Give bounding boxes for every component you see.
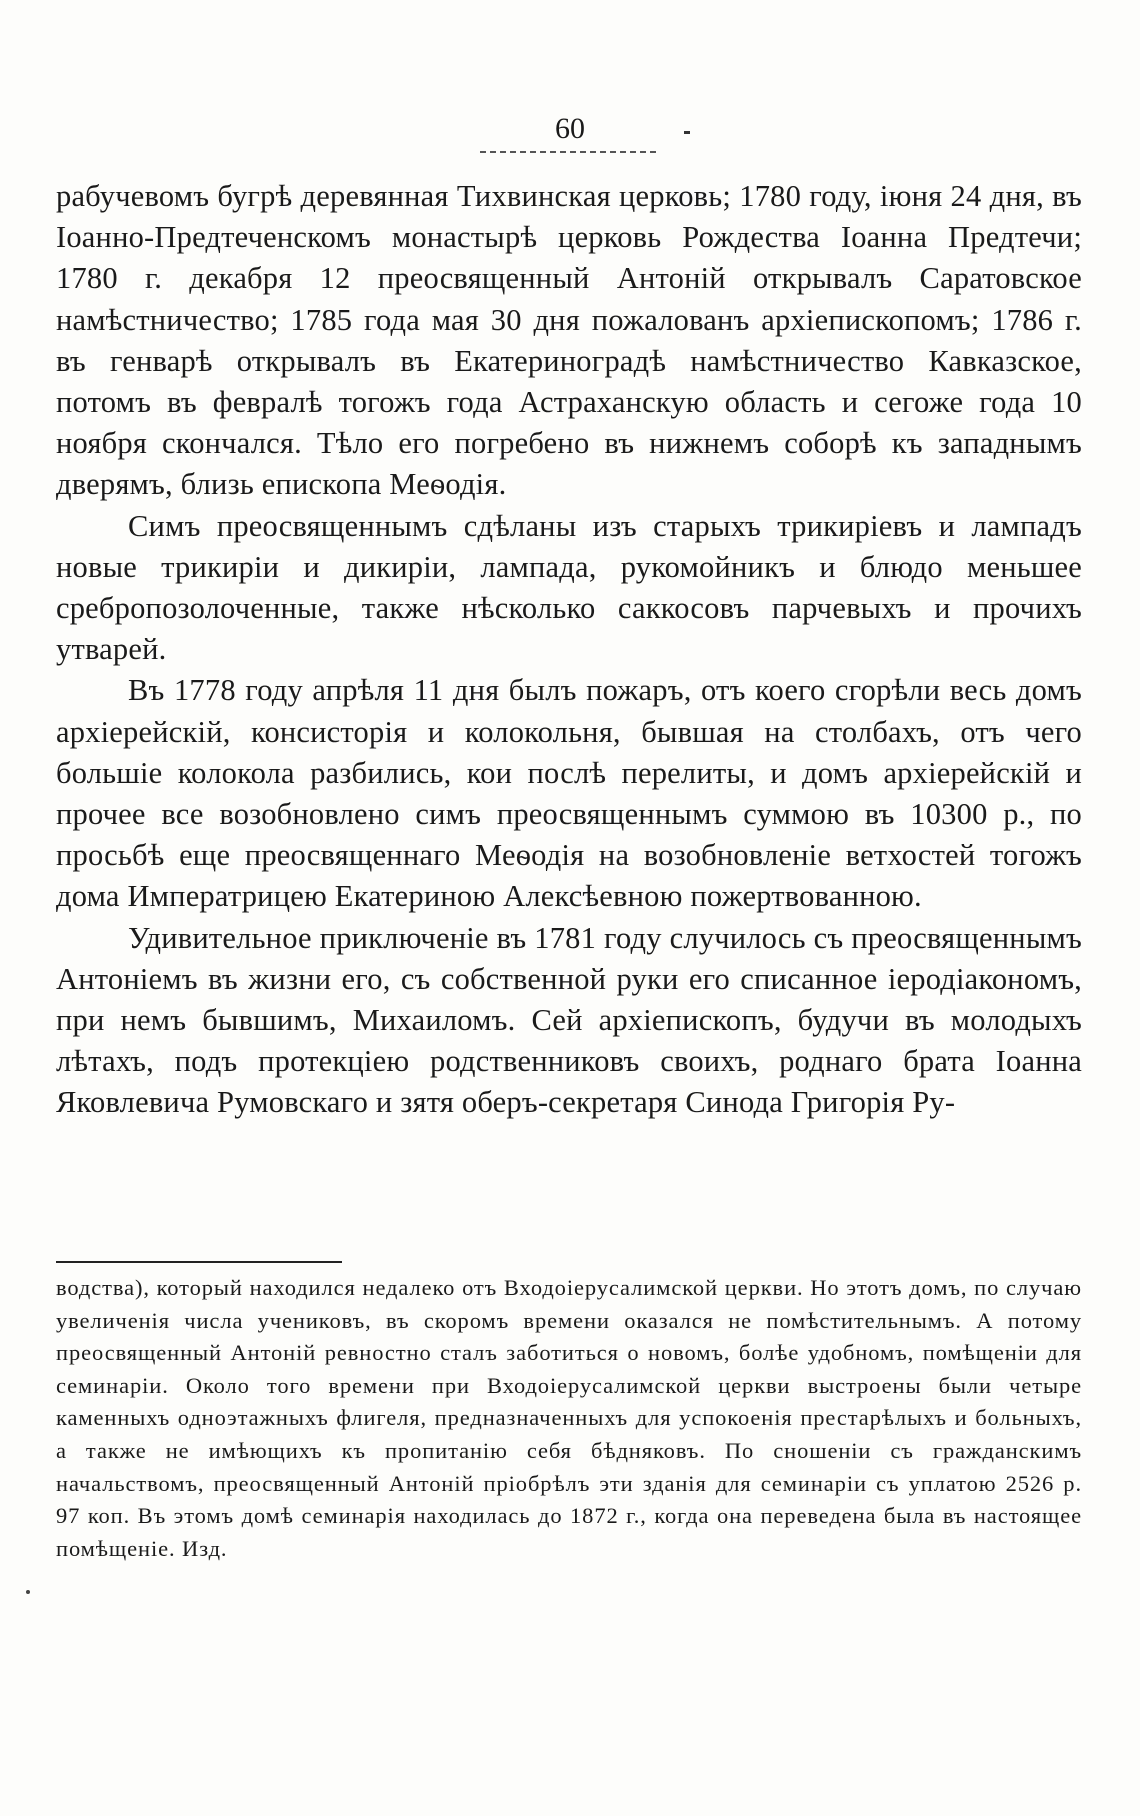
- footnote-separator: [56, 1261, 342, 1263]
- paragraph-2: Симъ преосвященнымъ сдѣланы изъ старыхъ трикиріевъ и лампадъ новые трикиріи и дикиріи, лампада, рукомойникъ и блюдо меньшее сребропозолоченные, также нѣсколько саккосовъ парчевыхъ и прочихъ утварей.: [56, 508, 1082, 667]
- page-number: 60: [555, 112, 585, 145]
- paragraph-1: рабучевомъ бугрѣ деревянная Тихвинская церковь; 1780 году, іюня 24 дня, въ Іоанно-Предтеченскомъ монастырѣ церковь Рождества Іоанна Предтечи; 1780 г. декабря 12 преосвященный Антоній открывалъ Саратовское намѣстничество; 1785 года мая 30 дня пожалованъ архіепископомъ; 1786 г. въ генварѣ открывалъ въ Екатериноградѣ намѣстничество Кавказское, потомъ въ февралѣ тогожъ года Астраханскую область и сегоже года 10 ноября скончался. Тѣло его погребено въ нижнемъ соборѣ къ западнымъ дверямъ, близь епископа Меѳодія.: [56, 179, 1082, 502]
- main-text: [56, 176, 1082, 1124]
- footnote-text: водства), который находился недалеко отъ Входоіерусалимской церкви. Но этотъ домъ, по случаю увеличенія числа учениковъ, въ скоромъ времени оказался не помѣстительнымъ. А потому преосвященный Антоній ревностно сталъ заботиться о новомъ, болѣе удобномъ, помѣщеніи для семинаріи. Около того времени при Входоіерусалимской церкви выстроены были четыре каменныхъ одноэтажныхъ флигеля, предназначенныхъ для успокоенія престарѣлыхъ и больныхъ, а также не имѣющихъ къ пропитанію себя бѣдняковъ. По сношеніи съ гражданскимъ начальствомъ, преосвященный Антоній пріобрѣлъ эти зданія для семинаріи съ уплатою 2526 р. 97 коп. Въ этомъ домѣ семинарія находилась до 1872 г., когда она переведена была въ настоящее помѣщеніе. Изд.: [56, 1275, 1082, 1561]
- paragraph-4: Удивительное приключеніе въ 1781 году случилось съ преосвященнымъ Антоніемъ въ жизни его, съ собственной руки его списанное іеродіакономъ, при немъ бывшимъ, Михаиломъ. Сей архіепископъ, будучи въ молодыхъ лѣтахъ, подъ протекціею родственниковъ своихъ, роднаго брата Іоанна Яковлевича Румовскаго и зятя оберъ-секретаря Синода Григорія Ру-: [56, 920, 1082, 1120]
- page-number-rule: [480, 151, 656, 153]
- footnote: [56, 1272, 1082, 1565]
- margin-speck: [26, 1590, 30, 1594]
- paragraph-3: Въ 1778 году апрѣля 11 дня былъ пожаръ, отъ коего сгорѣли весь домъ архіерейскій, консисторія и колокольня, бывшая на столбахъ, отъ чего большіе колокола разбились, кои послѣ перелиты, и домъ архіерейскій и прочее все возобновлено симъ преосвященнымъ суммою въ 10300 р., по просьбѣ еще преосвященнаго Меѳодія на возобновленіе ветхостей тогожъ дома Императрицею Екатериною Алексѣевною пожертвованною.: [56, 673, 1082, 914]
- page-number-mark: [684, 131, 690, 134]
